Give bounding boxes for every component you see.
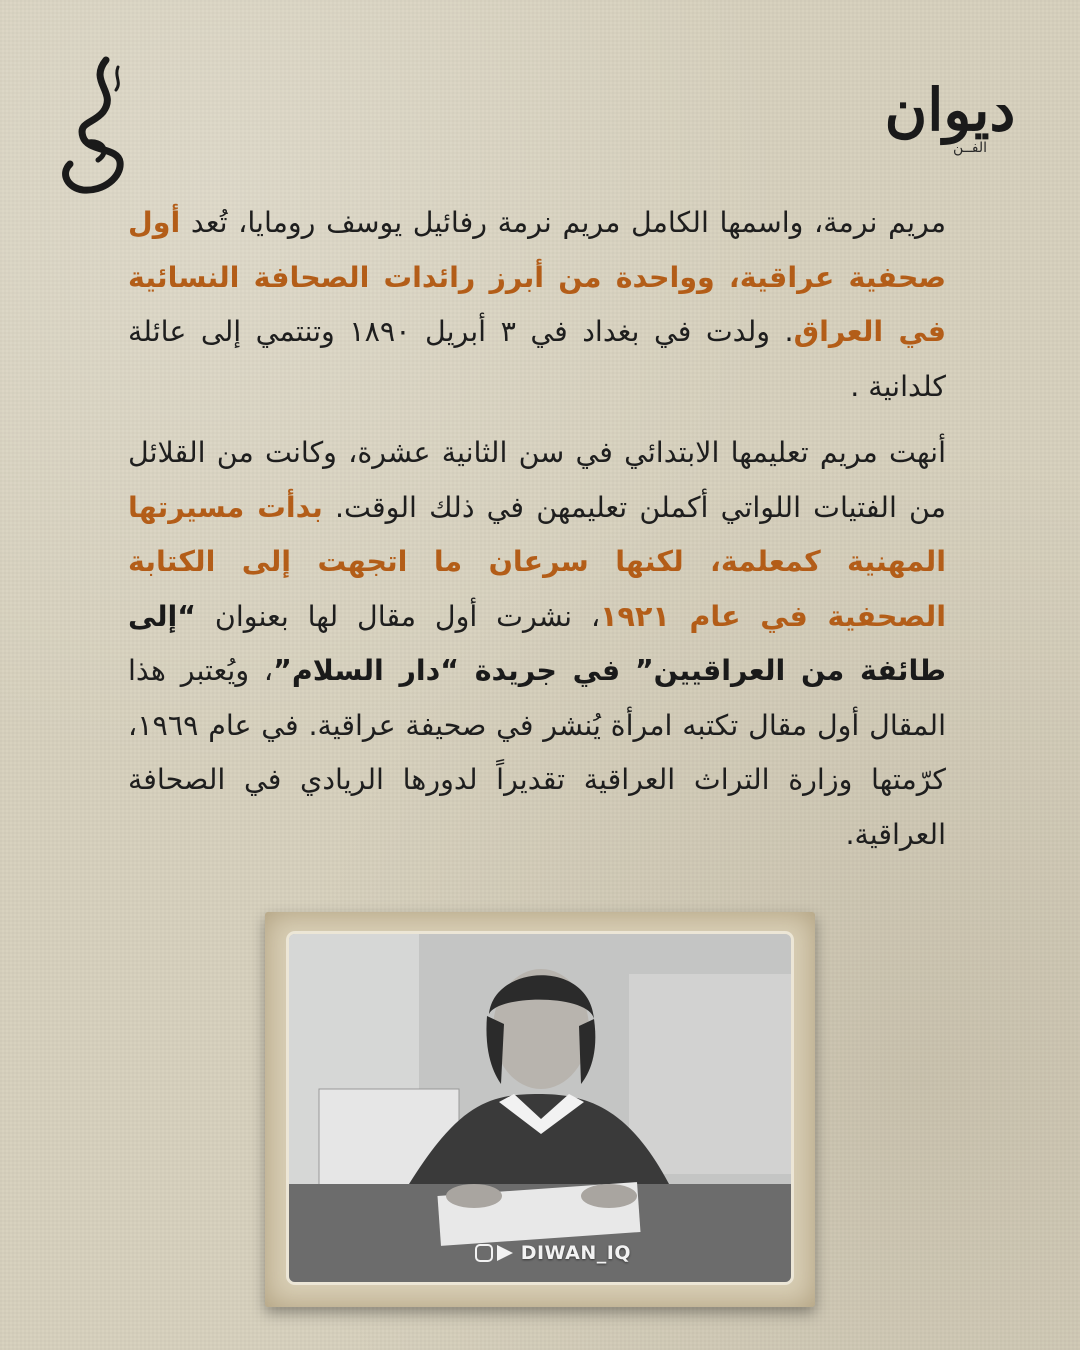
paragraph-1: [128, 196, 946, 414]
p2-published: ، نشرت أول مقال لها بعنوان: [196, 599, 601, 633]
newspaper-name: في جريدة “دار السلام”: [273, 654, 621, 687]
portrait-photo: [289, 934, 791, 1282]
p2-space: [620, 654, 635, 687]
watermark: [475, 1242, 631, 1264]
diwan-logo-mark: ديوان: [884, 76, 1016, 144]
vintage-photo-frame: [265, 912, 815, 1307]
watermark-handle: DIWAN_IQ: [520, 1242, 631, 1264]
photo-illustration: [289, 934, 791, 1282]
article-body: [128, 196, 946, 862]
p1-highlight: أول صحفية عراقية، وواحدة من أبرز رائدات الصحافة النسائية في العراق: [128, 206, 947, 348]
telegram-icon: [497, 1245, 513, 1261]
p1-intro: مريم نرمة، واسمها الكامل مريم نرمة رفائيل يوسف روما‌يا، تُعد: [180, 206, 946, 239]
p2-highlight: بدأت مسيرتها المهنية كمعلمة، لكنها سرعان ما اتجهت إلى الكتابة الصحفية في عام ١٩٢١: [128, 490, 946, 633]
article-title: “إلى طائفة من العراقيين”: [128, 599, 946, 687]
paragraph-2: [128, 426, 946, 862]
calligraphy-logo: [48, 52, 148, 202]
instagram-icon: [475, 1244, 493, 1262]
diwan-logo: [880, 76, 1020, 175]
diwan-logo-subtitle: الفــن: [952, 140, 988, 156]
p1-birth: . ولدت في بغداد في ٣ أبريل ١٨٩٠ وتنتمي إلى عائلة كلدانية .: [128, 315, 946, 403]
p2-education: أنهت مريم تعليمها الابتدائي في سن الثانية عشرة، وكانت من القلائل من الفتيات اللواتي أكملن تعليمهن في ذلك الوقت.: [128, 436, 946, 524]
p2-conclusion: ، ويُعتبر هذا المقال أول مقال تكتبه امرأة يُنشر في صحيفة عراقية. في عام ١٩٦٩، كرّمتها وزارة التراث العراقية تقديراً لدورها الريادي في الصحافة العراقية.: [128, 654, 946, 851]
